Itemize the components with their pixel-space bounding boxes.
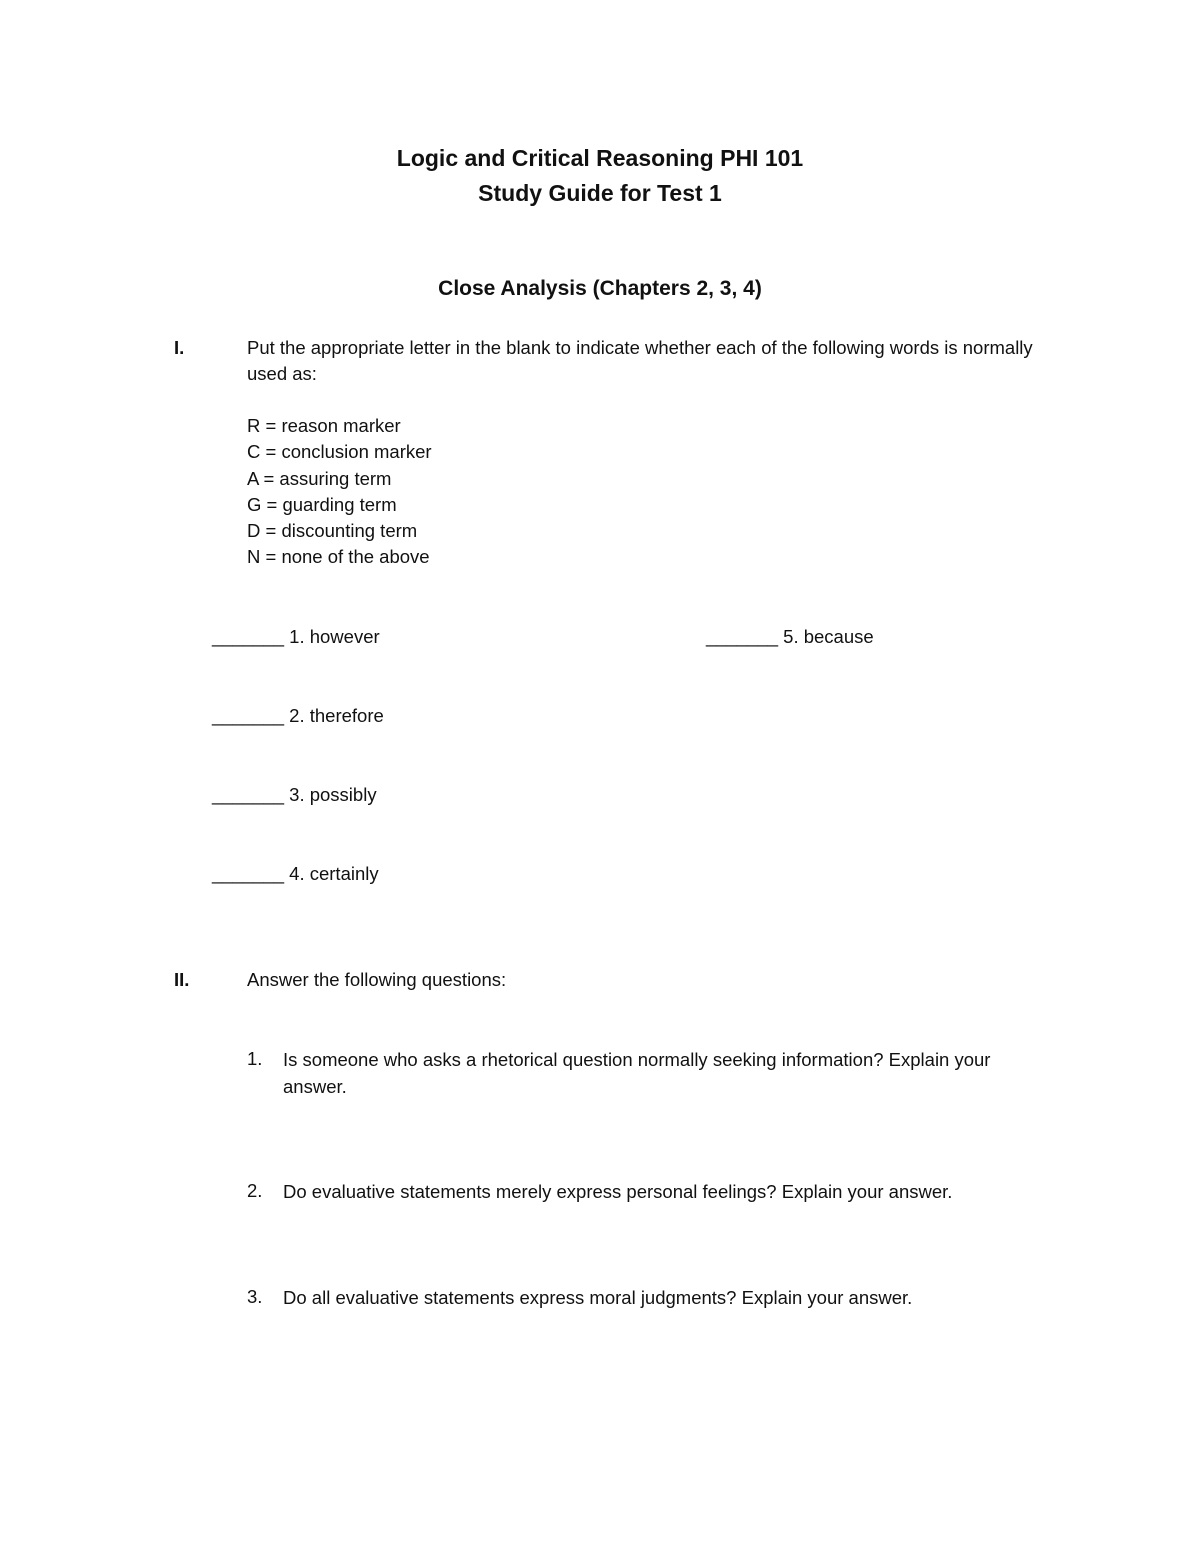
document-subtitle: Study Guide for Test 1 (478, 180, 722, 206)
legend-item: R = reason marker (247, 415, 401, 436)
legend-item: D = discounting term (247, 520, 418, 542)
question-number: 2. (247, 1180, 263, 1201)
part-2-instructions: Answer the following questions: (247, 969, 507, 990)
legend-list (247, 413, 432, 571)
fill-in-item-4[interactable]: _______ 4. certainly (212, 863, 379, 884)
question-text: Is someone who asks a rhetorical question normally seeking information? Explain your answer. (283, 1049, 991, 1097)
fill-in-item-2[interactable]: _______ 2. therefore (212, 705, 384, 726)
fill-in-item-5[interactable]: _______ 5. because (706, 626, 874, 647)
fill-in-item-3[interactable]: _______ 3. possibly (212, 784, 377, 805)
question-text: Do evaluative statements merely express personal feelings? Explain your answer. (283, 1181, 953, 1202)
fill-in-item-1[interactable]: _______ 1. however (212, 626, 380, 647)
legend-item: A = assuring term (247, 467, 392, 489)
section-heading: Close Analysis (Chapters 2, 3, 4) (438, 277, 762, 300)
part-2-numeral: II. (174, 969, 190, 990)
part-1-instructions: Put the appropriate letter in the blank to indicate whether each of the following words is normally used as: (247, 337, 1033, 384)
legend-item: G = guarding term (247, 493, 397, 515)
legend-item: N = none of the above (247, 546, 430, 568)
legend-item: C = conclusion marker (247, 441, 432, 463)
question-number: 1. (247, 1048, 263, 1069)
part-1-numeral: I. (174, 337, 185, 358)
document-title: Logic and Critical Reasoning PHI 101 (396, 145, 804, 171)
question-text: Do all evaluative statements express moral judgments? Explain your answer. (283, 1287, 913, 1308)
question-number: 3. (247, 1286, 263, 1307)
